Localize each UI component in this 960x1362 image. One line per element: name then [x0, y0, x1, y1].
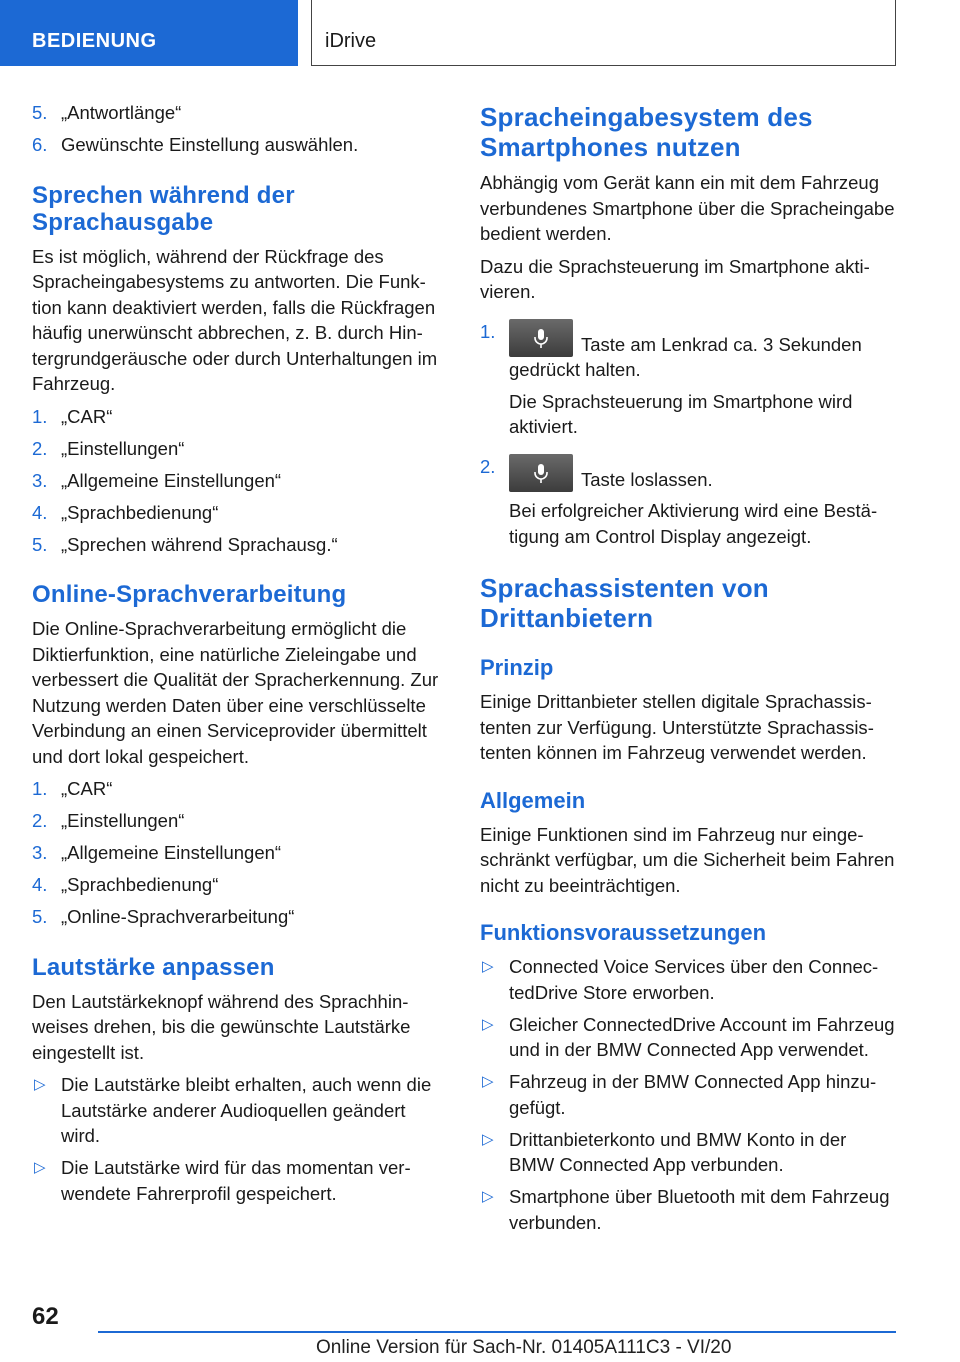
- heading-online-speech: Online-Sprachverarbeitung: [32, 581, 347, 608]
- paragraph: Es ist möglich, während der Rückfrage des Spracheingabesystems zu antworten. Die Funktion kann deaktiviert werden, falls die Rückfragen häufig unerwünscht abbrechen, z. B. durch Hintergrundgeräusche oder durch Unterhaltungen im Fahrzeug.: [32, 245, 438, 394]
- list-item: [32, 404, 446, 430]
- list-number: 2.: [32, 437, 48, 459]
- microphone-icon: [533, 329, 549, 349]
- heading-principle: Prinzip: [480, 655, 554, 680]
- list-text: „Einstellungen“: [61, 437, 185, 459]
- microphone-icon: [533, 464, 549, 484]
- list-item: [32, 776, 446, 802]
- list-number: 1.: [480, 320, 496, 342]
- list-text: Fahrzeug in der BMW Connected App hinzugefügt.: [509, 1071, 877, 1118]
- heading-volume: Lautstärke anpassen: [32, 953, 275, 981]
- list-item: [32, 808, 446, 834]
- list-text: Gleicher ConnectedDrive Account im Fahrzeug und in der BMW Connected App verwendet.: [509, 1013, 895, 1060]
- heading-speak-during-output: Sprechen während der Sprachausgabe: [32, 181, 295, 236]
- microphone-button-image: [509, 454, 573, 492]
- chapter-title: iDrive: [325, 30, 377, 52]
- list-number: 3.: [32, 842, 48, 863]
- list-number: 6.: [32, 134, 48, 155]
- heading-requirements: Funktionsvoraussetzungen: [480, 920, 767, 945]
- list-number: 5.: [32, 533, 48, 555]
- heading-third-party-assistants: Sprachassistenten von Drittanbietern: [480, 573, 769, 633]
- list-text: Die Lautstärke bleibt erhalten, auch wenn die Lautstärke anderer Audioquellen geändert wird.: [61, 1074, 432, 1146]
- section-tab: [0, 0, 298, 66]
- right-column: [480, 100, 896, 1243]
- list-item: [480, 1127, 896, 1178]
- paragraph: Abhängig vom Gerät kann ein mit dem Fahrzeug verbundenes Smartphone über die Spracheingabe bedient werden.: [480, 172, 895, 244]
- list-item: [32, 1072, 446, 1149]
- list-item: [32, 468, 446, 494]
- list-text: „Allgemeine Einstellungen“: [61, 469, 282, 491]
- list-text: „Sprachbedienung“: [61, 874, 219, 895]
- heading-smartphone-voice: Spracheingabesystem des Smartphones nutzen: [480, 102, 813, 162]
- list-item: [32, 500, 446, 526]
- list-text: „CAR“: [61, 778, 113, 799]
- list-text: Drittanbieterkonto und BMW Konto in der BMW Connected App verbunden.: [509, 1128, 847, 1175]
- list-item: [32, 904, 446, 930]
- list-text: Connected Voice Services über den ConnectedDrive Store erworben.: [509, 956, 879, 1003]
- bullet-list: [32, 1072, 446, 1206]
- list-item: [480, 1069, 896, 1120]
- list-text: Taste am Lenkrad ca. 3 Sekunden gedrückt halten.: [509, 333, 862, 380]
- list-item: [32, 532, 446, 558]
- page-number: 62: [32, 1303, 59, 1330]
- list-number: 1.: [32, 778, 48, 799]
- step-result: Die Sprachsteuerung im Smartphone wird aktiviert.: [509, 390, 853, 437]
- list-text: „Einstellungen“: [61, 810, 185, 831]
- footer-version: Online Version für Sach-Nr. 01405A111C3 - VI/20: [316, 1337, 732, 1358]
- intro-list: [32, 100, 446, 158]
- list-text: „Online-Sprachverarbeitung“: [61, 906, 295, 927]
- triangle-right-icon: ▷: [482, 1188, 494, 1205]
- list-number: 5.: [32, 102, 48, 123]
- list-text: Smartphone über Bluetooth mit dem Fahrzeug verbunden.: [509, 1186, 890, 1233]
- paragraph: Einige Funktionen sind im Fahrzeug nur eingeschränkt verfügbar, um die Sicherheit beim Fahren nicht zu beeinträchtigen.: [480, 823, 895, 896]
- triangle-right-icon: ▷: [34, 1159, 46, 1176]
- list-item: [480, 319, 896, 440]
- steps-list: [480, 319, 896, 550]
- paragraph: Den Lautstärkeknopf während des Sprachhinweises drehen, bis die gewünschte Lautstärke eingestellt ist.: [32, 990, 411, 1063]
- list-item: [480, 954, 896, 1005]
- step-result: Bei erfolgreicher Aktivierung wird eine Bestätigung am Control Display angezeigt.: [509, 500, 878, 547]
- list-item: [32, 872, 446, 898]
- list-text: „Sprechen während Sprachausg.“: [61, 533, 338, 555]
- triangle-right-icon: ▷: [482, 1130, 494, 1148]
- left-column: [32, 100, 446, 1214]
- chapter-tab: [311, 0, 896, 66]
- list-text: Taste loslassen.: [581, 468, 713, 490]
- list-text: „Sprachbedienung“: [61, 501, 219, 523]
- section-title: BEDIENUNG: [32, 30, 157, 52]
- triangle-right-icon: ▷: [482, 1015, 494, 1033]
- list-item: [32, 132, 446, 158]
- list-item: [480, 1012, 896, 1063]
- list-text: „Antwortlänge“: [61, 102, 182, 123]
- list-text: Gewünschte Einstellung auswählen.: [61, 134, 359, 155]
- list-number: 1.: [32, 405, 48, 427]
- steps-list: [32, 776, 446, 930]
- list-number: 3.: [32, 469, 48, 491]
- bullet-list: [480, 954, 896, 1235]
- triangle-right-icon: ▷: [34, 1076, 46, 1093]
- paragraph: Einige Drittanbieter stellen digitale Sprachassistenten zur Verfügung. Unterstützte Sprachassistenten können im Fahrzeug verwendet werden.: [480, 691, 874, 763]
- list-number: 5.: [32, 906, 48, 927]
- list-item: [32, 1155, 446, 1206]
- list-item: [32, 840, 446, 866]
- list-item: [480, 1184, 896, 1235]
- list-number: 2.: [32, 810, 48, 831]
- microphone-button-image: [509, 319, 573, 357]
- triangle-right-icon: ▷: [482, 1073, 494, 1090]
- triangle-right-icon: ▷: [482, 958, 494, 975]
- list-item: [32, 436, 446, 462]
- list-number: 2.: [480, 455, 496, 477]
- footer-divider: [98, 1331, 896, 1333]
- list-item: [480, 454, 896, 550]
- list-number: 4.: [32, 501, 48, 523]
- list-item: [32, 100, 446, 126]
- list-text: „CAR“: [61, 405, 113, 427]
- list-number: 4.: [32, 874, 48, 895]
- list-text: Die Lautstärke wird für das momentan verwendete Fahrerprofil gespeichert.: [61, 1157, 411, 1204]
- paragraph: Dazu die Sprachsteuerung im Smartphone aktivieren.: [480, 255, 870, 302]
- paragraph: Die Online-Sprachverarbeitung ermöglicht die Diktierfunktion, eine natürliche Zieleingabe und verbessert die Qualität der Spracherkennung. Zur Nutzung werden Daten über eine verschlüsselte Verbindung an einen Serviceprovider übermittelt und dort lokal gespeichert.: [32, 618, 439, 767]
- heading-general: Allgemein: [480, 787, 586, 813]
- steps-list: [32, 404, 446, 558]
- list-text: „Allgemeine Einstellungen“: [61, 842, 282, 863]
